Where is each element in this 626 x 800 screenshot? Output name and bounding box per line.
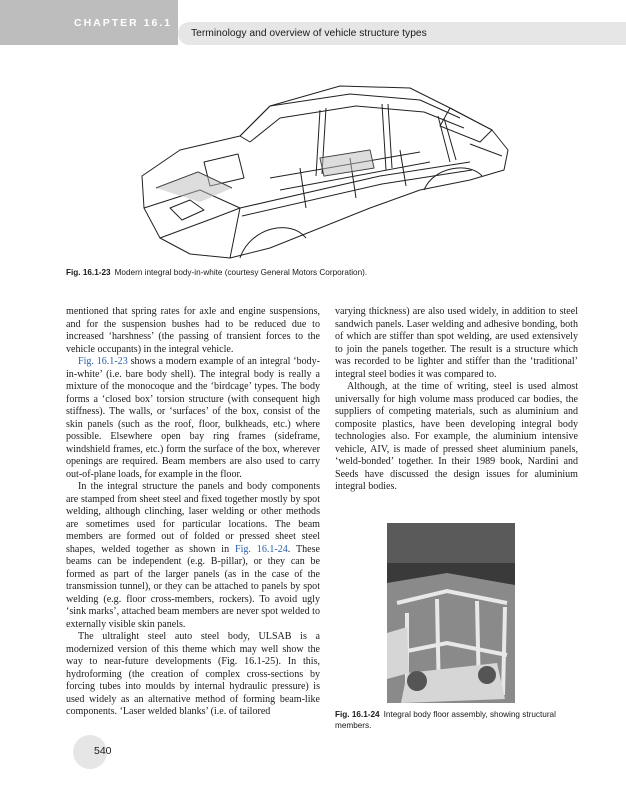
left-column: [66, 306, 320, 719]
paragraph: Although, at the time of writing, steel is used almost universally for high volume mass produced car bodies, the suppliers of competing materials, such as aluminium and composite plastics, have been developing integral body technologies also. For example, the aluminium intensive vehicle, AIV, is made of pressed sheet aluminium panels, ‘weld-bonded’ together. In their 1989 book, Nardini and Seeds have discussed the design issues for aluminium integral bodies.: [335, 381, 578, 492]
figure-label-1: Fig. 16.1-23: [66, 268, 111, 277]
figure-caption-2: [335, 710, 585, 731]
paragraph: mentioned that spring rates for axle and engine suspensions, and for the suspension bushes had to be reduced due to increased ‘harshness’ (the passing of transient forces to the vehicle occupants) in the integral vehicle.: [66, 306, 320, 355]
figure-reference-link[interactable]: Fig. 16.1-24: [235, 543, 288, 555]
paragraph: The ultralight steel auto steel body, ULSAB is a modernized version of this theme which may well show the way to near-future developments (Fig. 16.1-25). In this, hydroforming (the creation of complex cross-sections by forcing tubes into moulds by internal hydraulic pressure) is used widely as an alternative method of forming beam-like components. ‘Laser welded blanks’ (i.e. of tailored: [66, 631, 320, 717]
paragraph-text: shows a modern example of an integral ‘body-in-white’ (i.e. bare body shell). The integral body is really a mixture of the monocoque and the ‘birdcage’ types. The body forms a ‘closed box’ torsion structure (with consequent high stiffness). The walls, or ‘surfaces’ of the box, consist of the skin panels (such as the roof, floor, bulkheads, etc.) where possible. Elsewhere open bay ring frames (sideframe, windshield frames, etc.) form the surface of the box, wherever openings are required. Beam members are also used to carry out-of-plane loads, for example in the floor.: [66, 356, 321, 480]
paragraph-text: . These beams can be independent (e.g. B-pillar), or they can be formed as part of the larger panels (as in the case of the transmission tunnel), or they can be attached to panels by spot welding (e.g. floor cross-members, rockers). To avoid ugly ‘sink marks’, attached beam members are never spot welded to externally visible skin panels.: [66, 543, 320, 630]
chapter-tab: [0, 0, 178, 45]
figure-caption-text-1: Modern integral body-in-white (courtesy General Motors Corporation).: [114, 268, 368, 277]
body-in-white-drawing: [120, 58, 520, 268]
figure-reference-link[interactable]: Fig. 16.1-23: [78, 356, 128, 367]
right-column: [335, 306, 578, 494]
paragraph-text: In the integral structure the panels and body components are stamped from sheet steel and fixed together mostly by spot welding, although clinching, laser welding or other methods are sometimes used for particular locations. The beam members are formed out of folded or pressed sheet steel shapes, welded together as shown in: [66, 481, 320, 555]
paragraph: [66, 356, 320, 481]
figure-caption-text-2: Integral body floor assembly, showing structural members.: [335, 710, 556, 730]
floor-assembly-photo: [387, 523, 515, 703]
page-number: 540: [94, 745, 112, 757]
paragraph: varying thickness) are also used widely, in addition to steel sandwich panels. Laser welding and adhesive bonding, both of which are stiffer than spot welding, are used extensively to join the panels together. The result is a structure which was recorded to be lighter and stiffer than the ‘traditional’ integral steel bodies it was compared to.: [335, 306, 578, 380]
running-title: Terminology and overview of vehicle structure types: [191, 28, 427, 39]
figure-label-2: Fig. 16.1-24: [335, 710, 380, 719]
paragraph: [66, 481, 320, 631]
figure-caption-1: [66, 268, 367, 279]
chapter-label: CHAPTER 16.1: [74, 16, 173, 29]
